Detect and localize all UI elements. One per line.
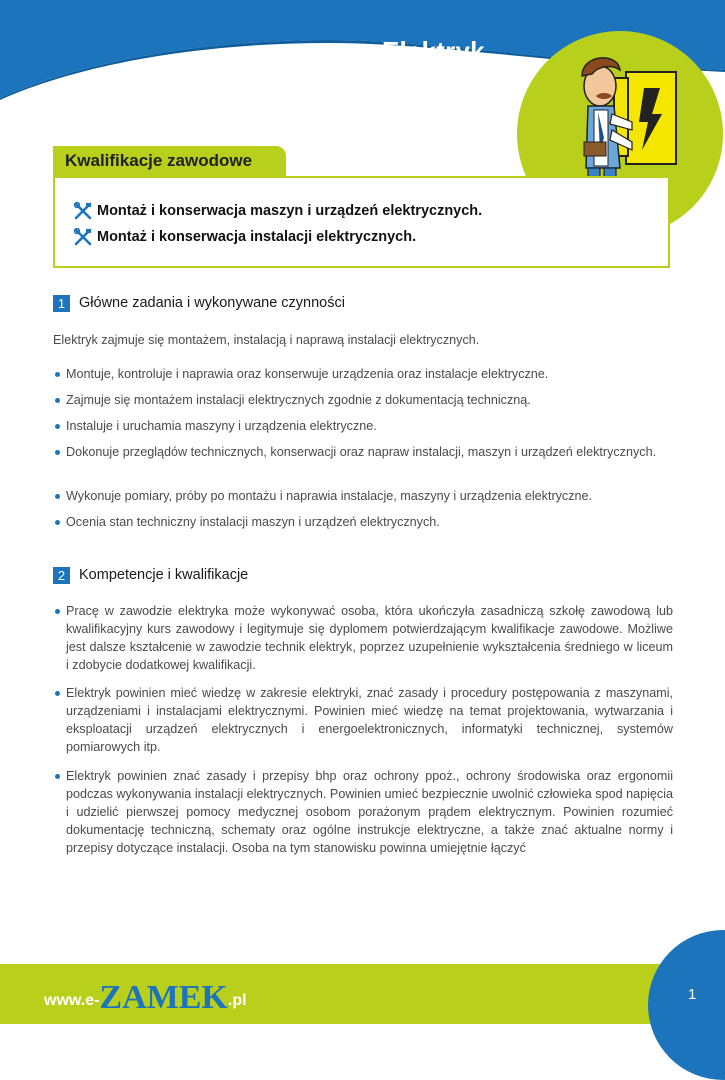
- list-item: Wykonuje pomiary, próby po montażu i naprawia instalacje, maszyny i urządzenia elektryczne.: [53, 487, 673, 505]
- list-item: Zajmuje się montażem instalacji elektrycznych zgodnie z dokumentacją techniczną.: [53, 391, 673, 409]
- qualifications-box: [53, 176, 670, 268]
- bullet-icon: [55, 450, 60, 455]
- bullet-icon: [55, 494, 60, 499]
- bullet-icon: [55, 372, 60, 377]
- bullet-icon: [55, 424, 60, 429]
- list-item: Dokonuje przeglądów technicznych, konserwacji oraz napraw instalacji, maszyn i urządzeń elektrycznych.: [53, 443, 673, 461]
- qualification-text: Montaż i konserwacja maszyn i urządzeń elektrycznych.: [97, 203, 483, 219]
- logo-suffix: .pl: [227, 992, 247, 1009]
- bullet-icon: [55, 774, 60, 779]
- section-title: Kompetencje i kwalifikacje: [79, 567, 249, 583]
- list-item: Elektryk powinien znać zasady i przepisy bhp oraz ochrony ppoż., ochrony środowiska oraz ergonomii podczas wykonywania instalacji elektrycznych. Powinien umieć bezpiecznie uwolnić człowieka spod napięcia i udzielić pierwszej pomocy medycznej osobom porażonym prądem elektrycznym. Powinien rozumieć dokumentację techniczną, schematy oraz ogólne instrukcje elektryczne, a także znać aktualne normy i przepisy dotyczące instalacji. Osoba na tym stanowisku powinna umiejętnie łączyć: [53, 767, 673, 857]
- tools-icon: [74, 228, 92, 246]
- qualification-item: [74, 228, 416, 246]
- list-item: Instaluje i uruchamia maszyny i urządzenia elektryczne.: [53, 417, 673, 435]
- logo-brand: ZAMEK: [99, 979, 228, 1016]
- qualification-text: Montaż i konserwacja instalacji elektrycznych.: [97, 229, 417, 245]
- qualifications-heading: Kwalifikacje zawodowe: [65, 151, 253, 170]
- list-item: Elektryk powinien mieć wiedzę w zakresie elektryki, znać zasady i procedury postępowania z maszynami, urządzeniami i instalacjami elektrycznymi. Powinien mieć wiedzę na temat projektowania, wytwarzania i eksploatacji urządzeń elektrycznych i energoelektronicznych, informatyki technicznej, systemów pomiarowych itp.: [53, 684, 673, 756]
- bullet-icon: [55, 691, 60, 696]
- section-number: 1: [53, 295, 70, 312]
- bullet-icon: [55, 398, 60, 403]
- logo-prefix: www.e-: [44, 992, 100, 1009]
- bullet-icon: [55, 609, 60, 614]
- section-intro: Elektryk zajmuje się montażem, instalacją i naprawą instalacji elektrycznych.: [53, 333, 480, 347]
- page-title: Elektryk: [382, 36, 485, 66]
- section-number: 2: [53, 567, 70, 584]
- page-number: 1: [688, 986, 697, 1003]
- tools-icon: [74, 202, 92, 220]
- list-item: Montuje, kontroluje i naprawia oraz konserwuje urządzenia oraz instalacje elektryczne.: [53, 365, 673, 383]
- list-item: Pracę w zawodzie elektryka może wykonywać osoba, która ukończyła zasadniczą szkołę zawodową lub kwalifikacyjny kurs zawodowy i legitymuje się dyplomem potwierdzającym kwalifikacje zawodowe. Możliwe jest dalsze kształcenie w zawodzie technik elektryk, poprzez uzupełnienie wykształcenia średniego w liceum i zdobycie dodatkowej kwalifikacji.: [53, 602, 673, 674]
- bullet-icon: [55, 520, 60, 525]
- page-number-badge: [648, 930, 725, 1080]
- list-item: Ocenia stan techniczny instalacji maszyn i urządzeń elektrycznych.: [53, 513, 673, 531]
- site-logo[interactable]: [44, 975, 247, 1015]
- section-title: Główne zadania i wykonywane czynności: [79, 295, 345, 311]
- qualification-item: [74, 202, 482, 220]
